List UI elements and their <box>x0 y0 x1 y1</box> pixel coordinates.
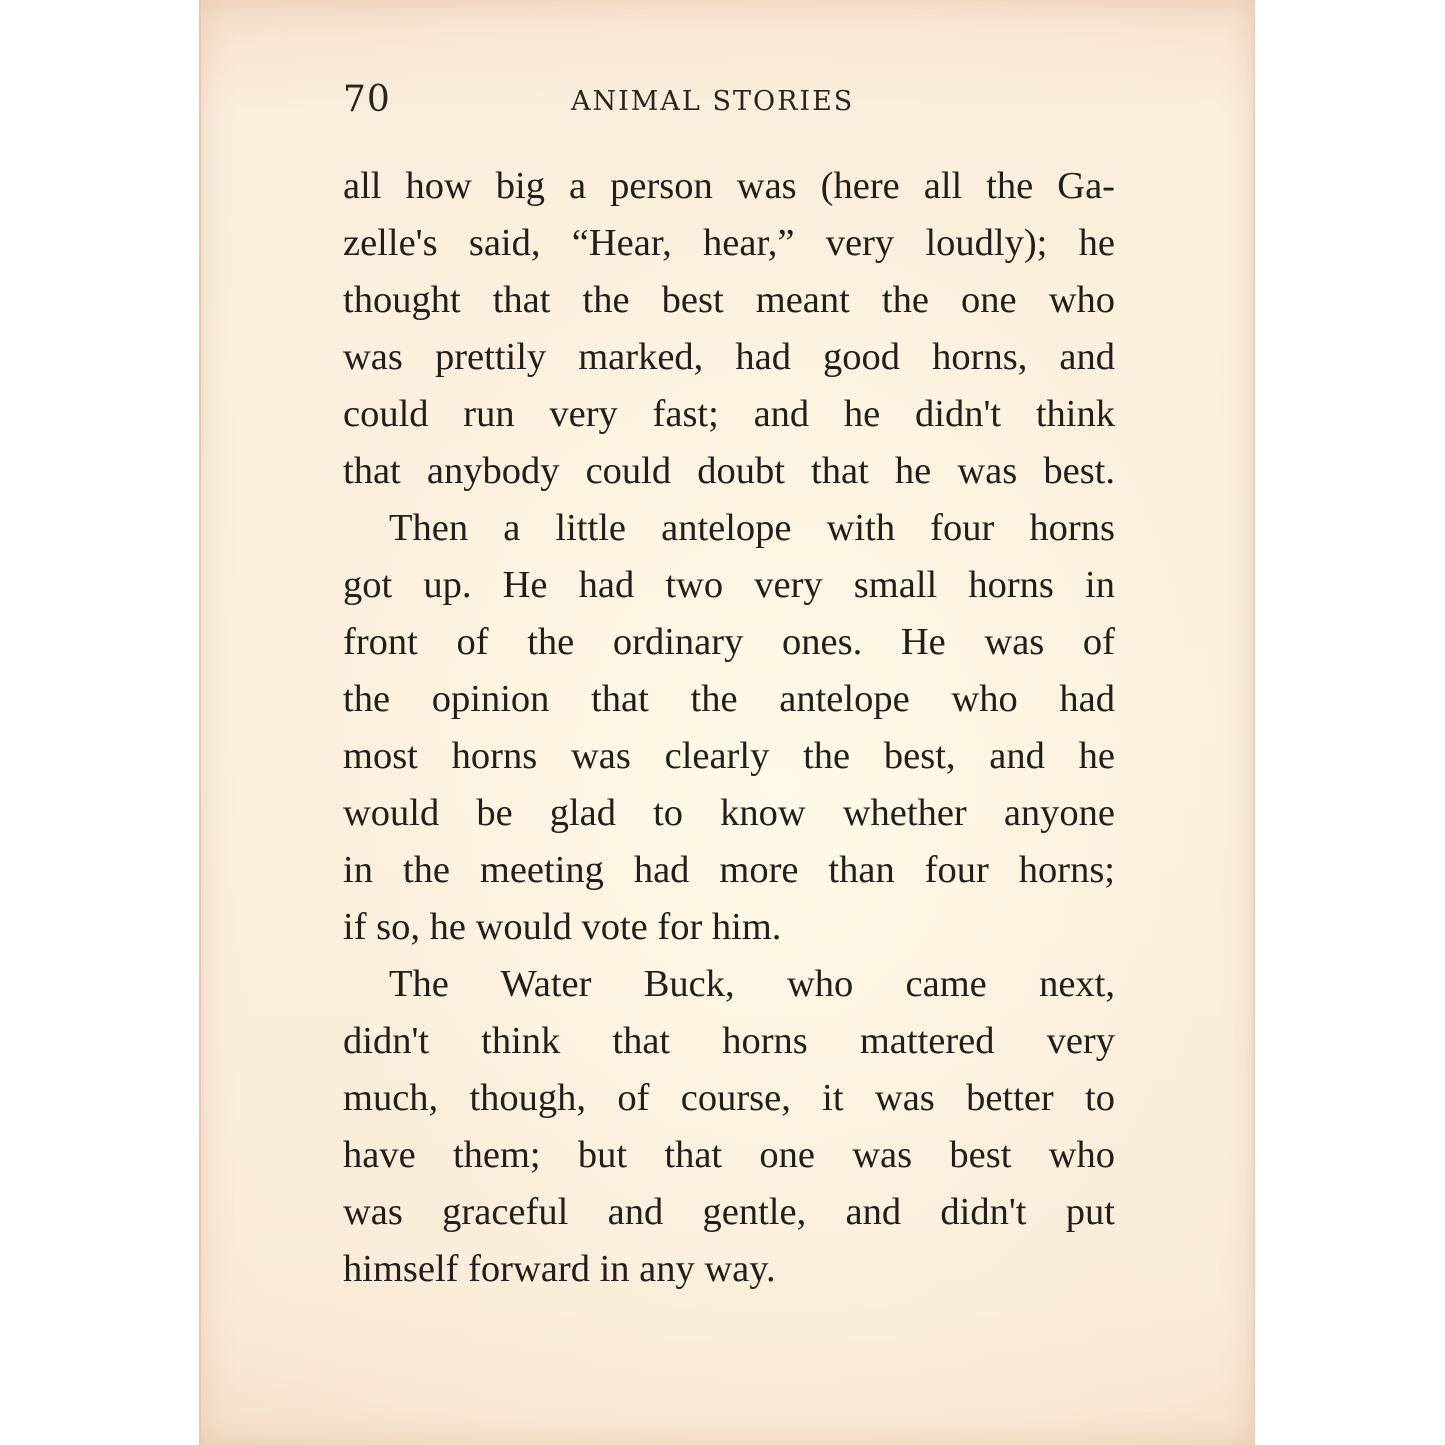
page-header <box>343 78 1113 122</box>
text-line: that anybody could doubt that he was best. <box>343 450 1115 492</box>
text-line: most horns was clearly the best, and he <box>343 735 1115 777</box>
text-line: zelle's said, “Hear, hear,” very loudly); he <box>343 222 1115 264</box>
text-line: front of the ordinary ones. He was of <box>343 621 1115 663</box>
text-line: was prettily marked, had good horns, and <box>343 336 1115 378</box>
text-line: could run very fast; and he didn't think <box>343 393 1115 435</box>
text-line: the opinion that the antelope who had <box>343 678 1115 720</box>
text-line: got up. He had two very small horns in <box>343 564 1115 606</box>
paragraph <box>343 956 1115 1298</box>
paragraph <box>343 500 1115 956</box>
book-page <box>199 0 1255 1445</box>
page-number: 70 <box>343 79 391 120</box>
text-line: The Water Buck, who came next, <box>389 963 1115 1005</box>
text-line: didn't think that horns mattered very <box>343 1020 1115 1062</box>
text-line: all how big a person was (here all the Ga- <box>343 165 1115 207</box>
text-line: himself forward in any way. <box>343 1248 776 1290</box>
body-text <box>343 158 1115 1298</box>
text-line: in the meeting had more than four horns; <box>343 849 1115 891</box>
paragraph <box>343 158 1115 500</box>
text-line: would be glad to know whether anyone <box>343 792 1115 834</box>
text-line: if so, he would vote for him. <box>343 906 782 948</box>
text-line: have them; but that one was best who <box>343 1134 1115 1176</box>
text-line: Then a little antelope with four horns <box>389 507 1115 549</box>
running-head: ANIMAL STORIES <box>571 86 855 117</box>
text-line: thought that the best meant the one who <box>343 279 1115 321</box>
text-line: was graceful and gentle, and didn't put <box>343 1191 1115 1233</box>
text-line: much, though, of course, it was better to <box>343 1077 1115 1119</box>
